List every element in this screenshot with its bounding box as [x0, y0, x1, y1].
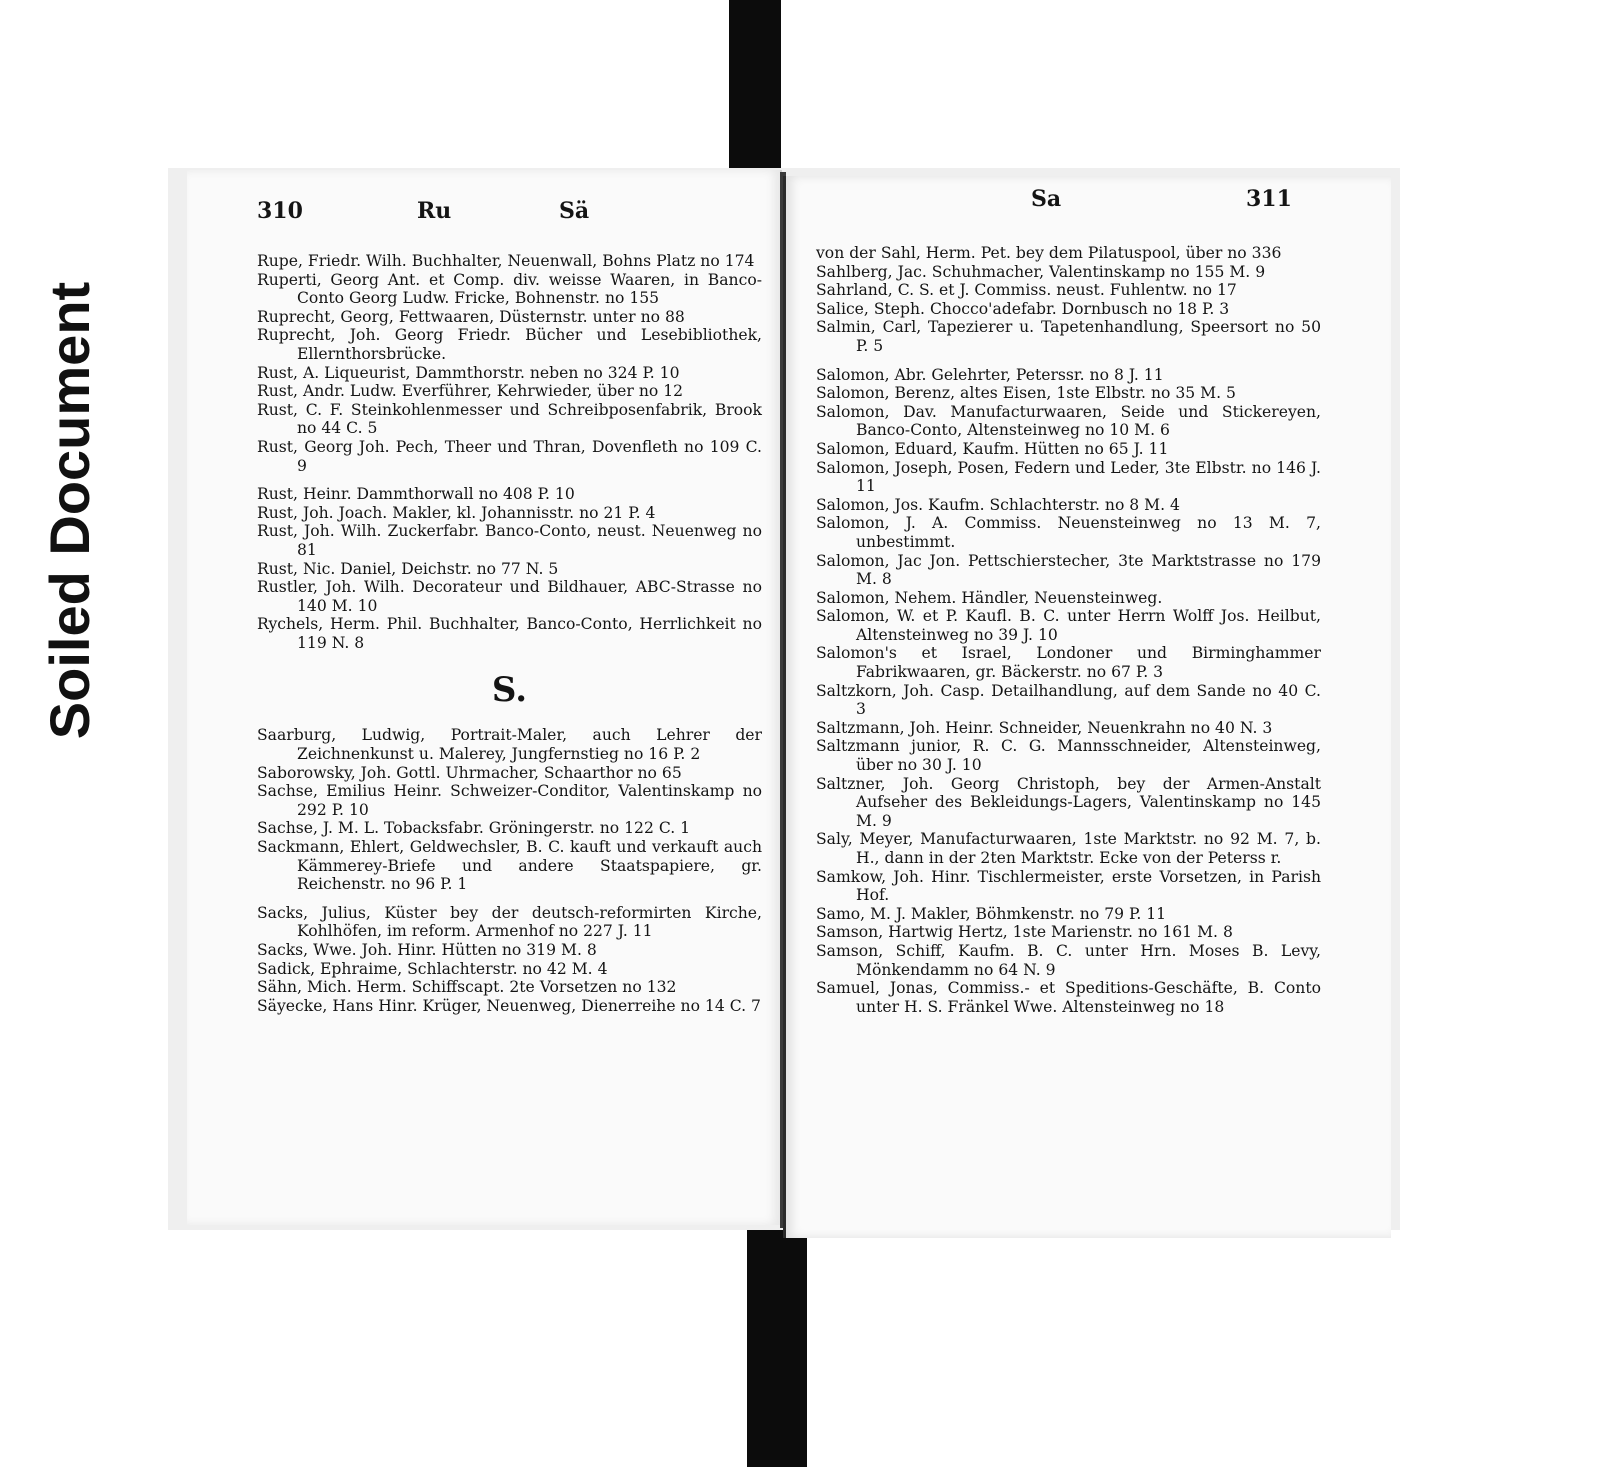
running-head-left: Ru — [417, 198, 452, 224]
directory-entry: Salomon, Eduard, Kaufm. Hütten no 65 J. 11 — [816, 439, 1169, 458]
directory-entry: Salomon's et Israel, Londoner und Birminghammer Fabrikwaaren, gr. Bäckerstr. no 67 P. 3 — [816, 644, 1321, 682]
stamp-text: Soiled Document — [38, 281, 102, 739]
directory-entry: Rupe, Friedr. Wilh. Buchhalter, Neuenwall, Bohns Platz no 174 — [257, 252, 755, 270]
running-head: Sa — [1031, 186, 1062, 212]
directory-entry: Rustler, Joh. Wilh. Decorateur und Bildhauer, ABC-Strasse no 140 M. 10 — [257, 578, 762, 615]
directory-entry: Saltzmann junior, R. C. G. Mannsschneider, Altensteinweg, über no 30 J. 10 — [816, 737, 1321, 775]
running-head-right: Sä — [559, 198, 590, 224]
directory-entry: Salomon, Dav. Manufacturwaaren, Seide und Stickereyen, Banco-Conto, Altensteinweg no 10 M. 6 — [816, 402, 1321, 440]
directory-entry: Salomon, Joseph, Posen, Federn und Leder, 3te Elbstr. no 146 J. 11 — [816, 458, 1321, 496]
directory-entry: Sacks, Julius, Küster bey der deutsch-reformirten Kirche, Kohlhöfen, im reform. Armenhof no 227 J. 11 — [257, 903, 762, 941]
directory-entry: Salomon, Jac Jon. Pettschierstecher, 3te Marktstrasse no 179 M. 8 — [816, 551, 1321, 589]
entry-list — [816, 244, 1321, 1016]
binder-clip-top — [729, 0, 781, 172]
directory-entry: Rust, C. F. Steinkohlenmesser und Schreibposenfabrik, Brook no 44 C. 5 — [257, 400, 762, 438]
directory-entry: Rust, Joh. Wilh. Zuckerfabr. Banco-Conto, neust. Neuenweg no 81 — [257, 522, 762, 559]
directory-entry: Sahlberg, Jac. Schuhmacher, Valentinskamp no 155 M. 9 — [816, 262, 1266, 281]
left-page — [187, 170, 782, 1225]
soiled-document-stamp — [32, 255, 107, 765]
entry-group-ru — [257, 252, 762, 652]
directory-entry: Samuel, Jonas, Commiss.- et Speditions-Geschäfte, B. Conto unter H. S. Fränkel Wwe. Altensteinweg no 18 — [816, 979, 1321, 1016]
binder-clip-bottom — [747, 1225, 807, 1467]
directory-entry: Ruprecht, Joh. Georg Friedr. Bücher und Lesebibliothek, Ellernthorsbrücke. — [257, 326, 762, 363]
directory-entry: Sachse, Emilius Heinr. Schweizer-Conditor, Valentinskamp no 292 P. 10 — [257, 782, 762, 819]
directory-entry: Sadick, Ephraime, Schlachterstr. no 42 M. 4 — [257, 959, 608, 978]
directory-entry: Saltzkorn, Joh. Casp. Detailhandlung, auf dem Sande no 40 C. 3 — [816, 681, 1321, 719]
page-number: 311 — [1246, 186, 1292, 212]
right-page — [783, 176, 1391, 1238]
directory-entry: Saly, Meyer, Manufacturwaaren, 1ste Marktstr. no 92 M. 7, b. H., dann in der 2ten Marktstr. Ecke von der Peterss r. — [816, 830, 1321, 867]
directory-entry: Saborowsky, Joh. Gottl. Uhrmacher, Schaarthor no 65 — [257, 763, 682, 782]
directory-entry: Ruprecht, Georg, Fettwaaren, Düsternstr. unter no 88 — [257, 307, 685, 326]
directory-entry: Sähn, Mich. Herm. Schiffscapt. 2te Vorsetzen no 132 — [257, 978, 677, 997]
directory-entry: Rychels, Herm. Phil. Buchhalter, Banco-Conto, Herrlichkeit no 119 N. 8 — [257, 615, 762, 652]
directory-entry: Sacks, Wwe. Joh. Hinr. Hütten no 319 M. 8 — [257, 941, 597, 959]
directory-entry: Salomon, J. A. Commiss. Neuensteinweg no 13 M. 7, unbestimmt. — [816, 514, 1321, 551]
directory-entry: von der Sahl, Herm. Pet. bey dem Pilatuspool, über no 336 — [816, 244, 1282, 262]
directory-entry: Rust, Nic. Daniel, Deichstr. no 77 N. 5 — [257, 559, 559, 578]
directory-entry: Rust, Andr. Ludw. Everführer, Kehrwieder, über no 12 — [257, 382, 684, 401]
directory-entry: Sackmann, Ehlert, Geldwechsler, B. C. kauft und verkauft auch Kämmerey-Briefe und andere Staatspapiere, gr. Reichenstr. no 96 P. 1 — [257, 838, 762, 894]
entry-list — [257, 252, 762, 1015]
directory-entry: Saarburg, Ludwig, Portrait-Maler, auch Lehrer der Zeichnenkunst u. Malerey, Jungfernstieg no 16 P. 2 — [257, 726, 762, 764]
entry-group-sa — [257, 726, 762, 1015]
directory-entry: Sachse, J. M. L. Tobacksfabr. Gröningerstr. no 122 C. 1 — [257, 819, 691, 838]
directory-entry: Sahrland, C. S. et J. Commiss. neust. Fuhlentw. no 17 — [816, 281, 1237, 300]
section-letter: S. — [491, 670, 528, 711]
directory-entry: Samson, Schiff, Kaufm. B. C. unter Hrn. Moses B. Levy, Mönkendamm no 64 N. 9 — [816, 941, 1321, 979]
directory-entry: Salice, Steph. Chocco'adefabr. Dornbusch no 18 P. 3 — [816, 299, 1230, 318]
directory-entry: Samson, Hartwig Hertz, 1ste Marienstr. no 161 M. 8 — [816, 923, 1233, 942]
directory-entry: Salomon, Berenz, altes Eisen, 1ste Elbstr. no 35 M. 5 — [816, 384, 1236, 403]
directory-entry: Samo, M. J. Makler, Böhmkenstr. no 79 P. 11 — [816, 904, 1167, 923]
directory-entry: Saltzmann, Joh. Heinr. Schneider, Neuenkrahn no 40 N. 3 — [816, 718, 1273, 737]
directory-entry: Rust, Georg Joh. Pech, Theer und Thran, Dovenfleth no 109 C. 9 — [257, 437, 762, 475]
directory-entry: Salomon, Abr. Gelehrter, Peterssr. no 8 J. 11 — [816, 365, 1164, 384]
directory-entry: Säyecke, Hans Hinr. Krüger, Neuenweg, Dienerreihe no 14 C. 7 — [257, 996, 761, 1015]
directory-entry: Salmin, Carl, Tapezierer u. Tapetenhandlung, Speersort no 50 P. 5 — [816, 318, 1321, 355]
directory-entry: Rust, Joh. Joach. Makler, kl. Johannisstr. no 21 P. 4 — [257, 503, 656, 522]
directory-entry: Salomon, Jos. Kaufm. Schlachterstr. no 8 M. 4 — [816, 495, 1180, 514]
directory-entry: Rust, A. Liqueurist, Dammthorstr. neben no 324 P. 10 — [257, 363, 680, 382]
directory-entry: Salomon, Nehem. Händler, Neuensteinweg. — [816, 588, 1163, 607]
directory-entry: Samkow, Joh. Hinr. Tischlermeister, erste Vorsetzen, in Parish Hof. — [816, 867, 1321, 905]
directory-entry: Saltzner, Joh. Georg Christoph, bey der Armen-Anstalt Aufseher des Bekleidungs-Lagers, Valentinskamp no 145 M. 9 — [816, 774, 1321, 830]
directory-entry: Rust, Heinr. Dammthorwall no 408 P. 10 — [257, 485, 575, 504]
page-number: 310 — [257, 198, 303, 224]
directory-entry: Ruperti, Georg Ant. et Comp. div. weisse Waaren, in Banco-Conto Georg Ludw. Fricke, Bohnenstr. no 155 — [257, 270, 762, 308]
directory-entry: Salomon, W. et P. Kaufl. B. C. unter Herrn Wolff Jos. Heilbut, Altensteinweg no 39 J. 10 — [816, 607, 1321, 644]
